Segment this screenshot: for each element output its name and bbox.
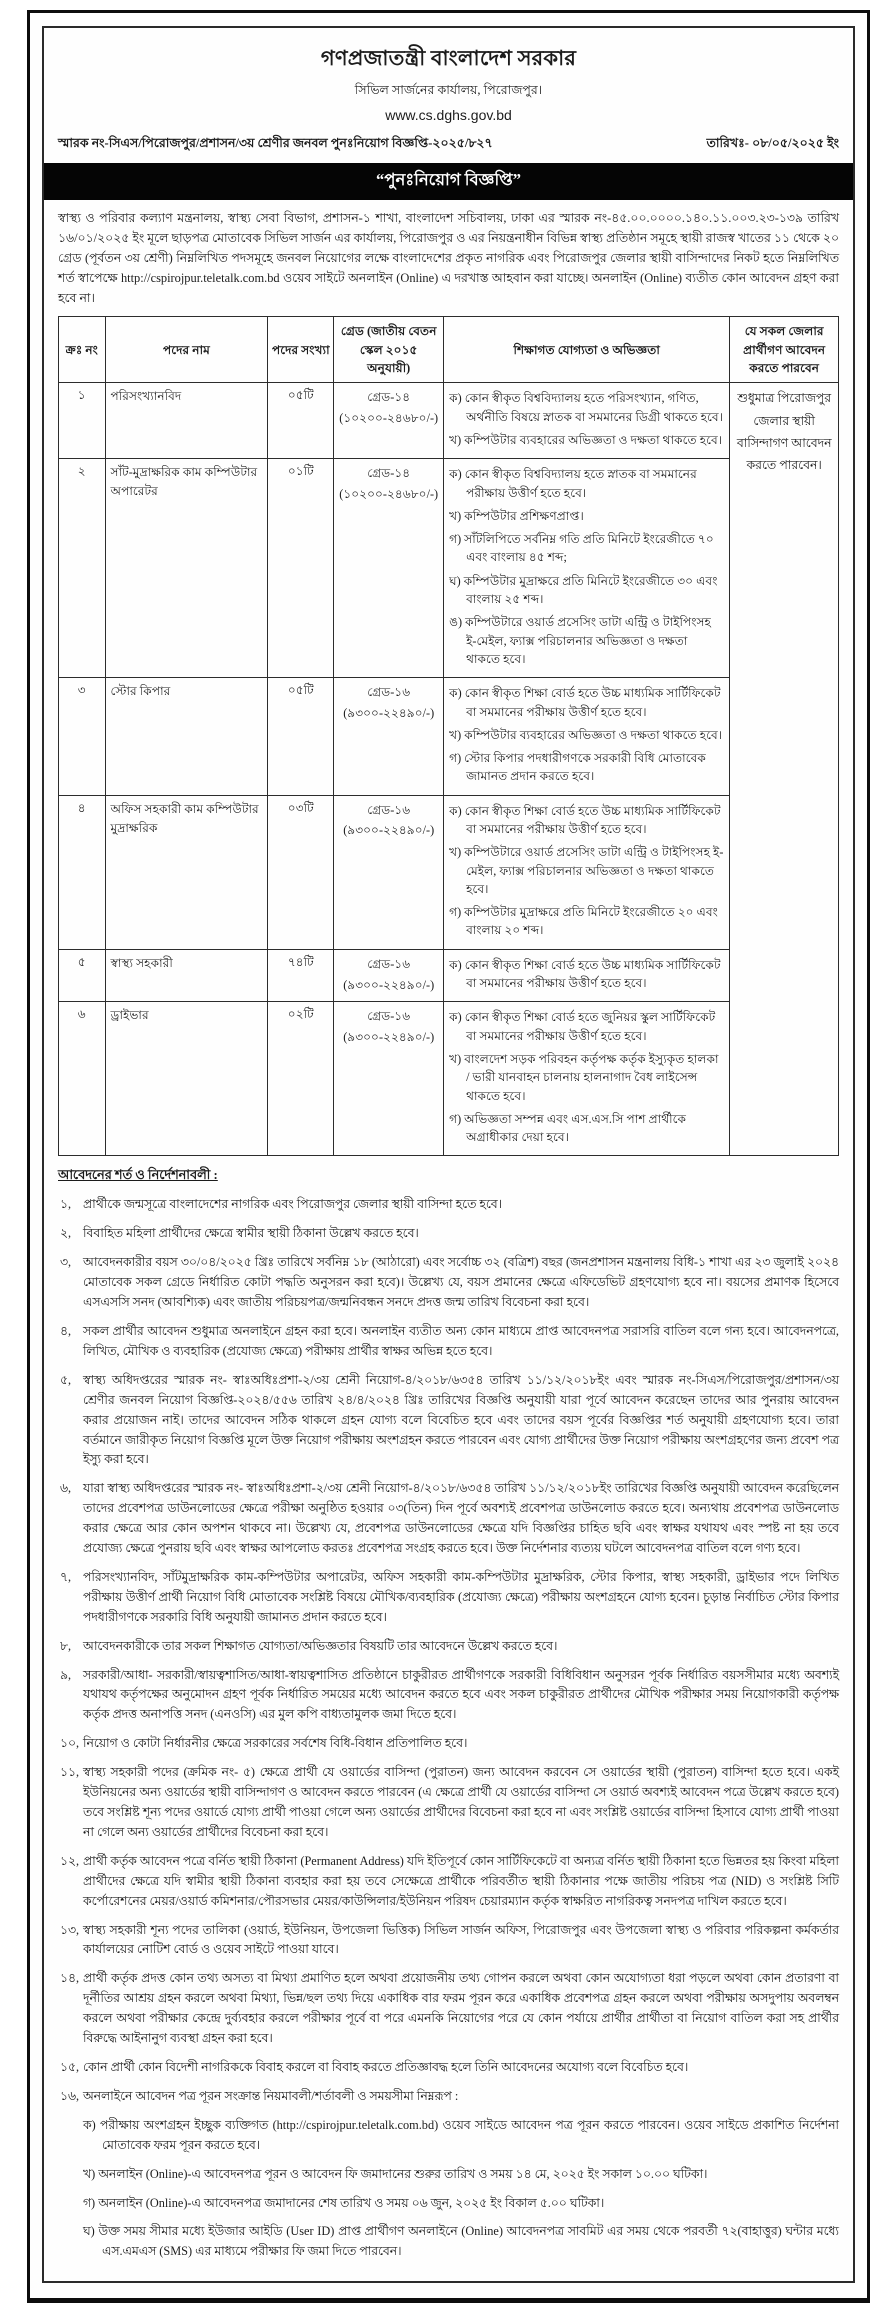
condition-number: ১৩, — [60, 1922, 80, 1937]
pay-scale: (৯৩০০-২২৪৯০/-) — [343, 705, 435, 720]
condition-number: ৩, — [60, 1255, 72, 1270]
post-qualifications — [444, 1002, 730, 1156]
header-qualification: শিক্ষাগত যোগ্যতা ও অভিজ্ঞতা — [444, 317, 730, 383]
condition-item — [58, 1921, 839, 1961]
post-serial: ৩ — [59, 678, 106, 795]
post-serial: ২ — [59, 459, 106, 678]
qualification-item: গ) সাঁটলিপিতে সর্বনিম্ন গতি প্রতি মিনিটে ইংরেজীতে ৭০ এবং বাংলায় ৪৫ শব্দ; — [449, 532, 714, 565]
condition-text: পরিসংখ্যানবিদ, সাঁটমুদ্রাক্ষরিক কাম-কম্পিউটার অপারেটর, অফিস সহকারী কাম-কম্পিউটার মুদ্রাক্ষরিক, স্টোর কিপার, স্বাস্থ্য সহকারী, ড্রাইভার পদে লিখিত পরীক্ষায় উত্তীর্ণ প্রার্থী নিয়োগ বিধি মোতাবেক সংশ্লিষ্ট বিষয়ে মৌখিক/ব্যবহারিক (প্রযোজ্য ক্ষেত্রে) পরীক্ষায় অংশগ্রহনে যোগ্য হবেন। চূড়ান্ত নির্বাচিত স্টোর কিপার পদধারীগণকে সরকারি বিধি অনুযায়ী জামানত প্রদান করতে হবে। — [83, 1569, 839, 1624]
condition-number: ১৫, — [60, 2059, 80, 2074]
condition-sub-item: গ) অনলাইন (Online)-এ আবেদনপত্র জমাদানের শেষ তারিখ ও সময় ০৬ জুন, ২০২৫ ইং বিকাল ৫.০০ ঘটিকা। — [83, 2195, 605, 2210]
post-count: ০৫টি — [268, 678, 334, 795]
qualification-item: খ) কম্পিউটার প্রশিক্ষণপ্রাপ্ত। — [449, 508, 584, 523]
condition-number: ১, — [60, 1197, 72, 1212]
condition-text: স্বাস্থ্য সহকারী পদের (ক্রমিক নং- ৫) ক্ষেত্রে প্রার্থী যে ওয়ার্ডের বাসিন্দা (পুরাতন) জন্য আবেদন করবেন সে ওয়ার্ডের স্থায়ী (পুরাতন) বাসিন্দা হতে হবে। একই ইউনিয়নের অন্য ওয়ার্ডের স্থায়ী বাসিন্দাগণ ও আবেদন করতে পারবেন (এ ক্ষেত্রে প্রার্থী যে ওয়ার্ডের বাসিন্দা সে ওয়ার্ড অবশ্যই আবেদন পত্রে উল্লেখ করতে হবে) তবে সংশ্লিষ্ট শূন্য পদের ওয়ার্ডে যোগ্য প্রার্থী পাওয়া গেলে অন্য ওয়ার্ডের প্রার্থীদের বিবেচনা করা হবে না এবং সংশ্লিষ্ট ওয়ার্ডের বাসিন্দা হিসাবে যোগ্য প্রার্থী পাওয়া না গেলে অন্য ওয়ার্ডের প্রার্থীদের বিবেচনা করা হবে। — [83, 1765, 839, 1839]
grade-label: গ্রেড-১৬ — [367, 956, 411, 971]
condition-item — [58, 1969, 839, 2049]
condition-text: স্বাস্থ্য সহকারী শূন্য পদের তালিকা (ওয়ার্ড, ইউনিয়ন, উপজেলা ভিত্তিক) সিভিল সার্জন অফিস, পিরোজপুর এবং উপজেলা স্বাস্থ্য ও পরিবার পরিকল্পনা কর্মকর্তার কার্যালয়ের নোটিশ বোর্ড ও ওয়েব সাইটে পাওয়া যাবে। — [83, 1922, 839, 1957]
post-name: পরিসংখ্যানবিদ — [105, 383, 268, 459]
condition-sub-item: ঘ) উক্ত সময় সীমার মধ্যে ইউজার আইডি (User ID) প্রাপ্ত প্রার্থীগণ অনলাইনে (Online) আবেদনপত্র সাবমিট এর সময় থেকে পরবর্তী ৭২(বাহাত্তুর) ঘন্টার মধ্যে এস.এমএস (SMS) এর মাধ্যমে পরীক্ষার ফি জমা দিতে পারবেন। — [83, 2224, 839, 2259]
district-eligibility-note: শুধুমাত্র পিরোজপুর জেলার স্থায়ী বাসিন্দাগণ আবেদন করতে পারবেন। — [730, 383, 839, 1156]
condition-number: ১৬, — [60, 2088, 80, 2103]
conditions-list — [58, 1195, 839, 2262]
condition-number: ১৪, — [60, 1971, 80, 1986]
post-grade — [334, 1002, 444, 1156]
qualification-item: ঘ) কম্পিউটার মুদ্রাক্ষরে প্রতি মিনিটে ইংরেজীতে ৩০ এবং বাংলায় ২৫ শব্দ। — [449, 573, 718, 607]
grade-label: গ্রেড-১৬ — [367, 685, 411, 700]
table-header-row — [59, 317, 839, 383]
post-name: স্টোর কিপার — [105, 678, 268, 795]
condition-text: যারা স্বাস্থ্য অধিদপ্তরের স্মারক নং- স্বাঃঅধিঃপ্রশা-২/৩য় শ্রেনী নিয়োগ-৪/২০১৮/৬৩৫৪ তারিখ ১১/১২/২০১৮ইং তারিখের বিজ্ঞপ্তি অনুযায়ী আবেদন করেছিলেন তাদের প্রবেশপত্র ডাউনলোডের ক্ষেত্রে পরীক্ষা অনুষ্ঠিত হওয়ার ০৩(তিন) দিন পূর্বে অবশ্যই প্রবেশপত্র ডাউনলোড করতে হবে। অন্যথায় প্রবেশপত্র ডাউনলোড করার ক্ষেত্রে আর কোন অপশন থাকবে না। উল্লেখ্য যে, প্রবেশপত্র ডাউনলোডের ক্ষেত্রে যদি বিজ্ঞপ্তির চাহিত ছবি এবং স্বাক্ষর যথাযথ এবং স্পষ্ট না হয় তবে প্রযোজ্য ক্ষেত্রে পুনরায় ছবি এবং স্বাক্ষর আপলোড করতঃ প্রবেশপত্র সংগ্রহ করতে হবে। উক্ত নির্দেশনার ব্যত্যয় ঘটলে আবেদনপত্র বাতিল বলে গণ্য হবে। — [83, 1481, 839, 1556]
grade-label: গ্রেড-১৪ — [367, 466, 411, 481]
grade-label: গ্রেড-১৪ — [367, 390, 411, 405]
qualification-item: খ) কম্পিউটারে ওয়ার্ড প্রসেসিং ডাটা এন্ট্রি ও টাইপিংসহ ই-মেইল, ফ্যাক্স পরিচালনার অভিজ্ঞতা ও দক্ষতা থাকতে হবে। — [449, 845, 724, 896]
qualification-item: খ) কম্পিউটার ব্যবহারের অভিজ্ঞতা ও দক্ষতা থাকতে হবে। — [449, 432, 723, 447]
pay-scale: (৯৩০০-২২৪৯০/-) — [343, 977, 435, 992]
condition-item — [58, 1637, 839, 1657]
condition-item — [58, 1322, 839, 1362]
pay-scale: (৯৩০০-২২৪৯০/-) — [343, 823, 435, 838]
qualification-item: গ) কম্পিউটার মুদ্রাক্ষরে প্রতি মিনিটে ইংরেজীতে ২০ এবং বাংলায় ২০ শব্দ। — [449, 905, 718, 938]
memo-number: স্মারক নং-সিএস/পিরোজপুর/প্রশাসন/৩য় শ্রেণীর জনবল পুনঃনিয়োগ বিজ্ঞপ্তি-২০২৫/৮২৭ — [58, 136, 493, 150]
qualification-item: খ) কম্পিউটার ব্যবহারের অভিজ্ঞতা ও দক্ষতা থাকতে হবে। — [449, 727, 723, 742]
post-count: ৭৪টি — [268, 949, 334, 1002]
pay-scale: (১০২০০-২৪৬৮০/-) — [339, 411, 439, 426]
post-count: ০৩টি — [268, 795, 334, 949]
condition-item — [58, 2058, 839, 2078]
post-qualifications — [444, 795, 730, 949]
post-row — [59, 1002, 839, 1156]
condition-item — [58, 1224, 839, 1244]
intro-paragraph: স্বাস্থ্য ও পরিবার কল্যাণ মন্ত্রনালয়, স্বাস্থ্য সেবা বিভাগ, প্রশাসন-১ শাখা, বাংলাদেশ সচিবালয়, ঢাকা এর স্মারক নং-৪৫.০০.০০০০.১৪০.১১.০০৩.২৩-১৩৯ তারিখ ১৬/০১/২০২৫ ইং মূলে ছাড়পত্র মোতাবেক সিভিল সার্জন এর কার্যালয়, পিরোজপুর ও এর নিয়ন্ত্রনাধীন বিভিন্ন স্বাস্থ্য প্রতিষ্ঠান সমূহে স্থায়ী রাজস্ব খাতের ১১ থেকে ২০ গ্রেড (পূর্বতন ৩য় শ্রেণী) নিম্নলিখিত পদসমূহে জনবল নিয়োগের লক্ষে বাংলাদেশের প্রকৃত নাগরিক এবং পিরোজপুর জেলার স্থায়ী বাসিন্দাদের নিকট হতে নিম্নলিখিত শর্ত স্বাপেক্ষে http://cspirojpur.teletalk.com.bd ওয়েব সাইটে অনলাইন (Online) এ দরখাস্ত আহবান করা যাচ্ছে। অনলাইন (Online) ব্যতীত কোন আবেদন গ্রহণ করা হবে না। — [58, 211, 839, 306]
document-frame — [27, 10, 870, 2303]
condition-text: সরকারী/আধা- সরকারী/স্বায়ত্বশাসিত/আধা-স্বায়ত্বশাসিত প্রতিষ্ঠানে চাকুরীরত প্রার্থীগণকে সরকারী বিধিবিধান অনুসরন পূর্বক নির্ধারিত বয়সসীমার মধ্যে অবশ্যই যথাযথ কর্তৃপক্ষের অনুমোদন গ্রহণ পূর্বক নির্ধারিত সময়ের মধ্যে আবেদন করতে হবে এবং সকল চাকুরীরত প্রার্থীদের মৌখিক পরীক্ষার সময় নিয়োগকারী কর্তৃপক্ষ কর্তৃক প্রদত্ত অনাপত্তি সনদ (এনওসি) এর মুল কপি বাধ্যতামুলক জমা দিতে হবে। — [83, 1667, 839, 1722]
post-name: সাঁট-মুদ্রাক্ষরিক কাম কম্পিউটার অপারেটর — [105, 459, 268, 678]
qualification-item: ঙ) কম্পিউটারে ওয়ার্ড প্রসেসিং ডাটা এন্ট্রি ও টাইপিংসহ ই-মেইল, ফ্যাক্স পরিচালনার অভিজ্ঞতা ও দক্ষতা থাকতে হবে। — [449, 615, 711, 666]
post-grade — [334, 678, 444, 795]
qualification-item: ক) কোন স্বীকৃত শিক্ষা বোর্ড হতে উচ্চ মাধ্যমিক সার্টিফিকেট বা সমমানের পরীক্ষায় উত্তীর্ণ হতে হবে। — [449, 957, 721, 991]
post-grade — [334, 383, 444, 459]
condition-item — [58, 1763, 839, 1843]
pay-scale: (৯৩০০-২২৪৯০/-) — [343, 1030, 435, 1045]
condition-item — [58, 1666, 839, 1726]
post-qualifications — [444, 678, 730, 795]
qualification-item: ক) কোন স্বীকৃত শিক্ষা বোর্ড হতে জুনিয়র স্কুল সার্টিফিকেট বা সমমানের পরীক্ষায় উত্তীর্ণ হতে হবে। — [449, 1010, 716, 1043]
qualification-item: ক) কোন স্বীকৃত শিক্ষা বোর্ড হতে উচ্চ মাধ্যমিক সার্টিফিকেট বা সমমানের পরীক্ষায় উত্তীর্ণ হতে হবে। — [449, 686, 721, 719]
post-serial: ৪ — [59, 795, 106, 949]
header-grade: গ্রেড (জাতীয় বেতন স্কেল ২০১৫ অনুযায়ী) — [334, 317, 444, 383]
qualification-item: খ) বাংলদেশ সড়ক পরিবহন কর্তৃপক্ষ কর্তৃক ইস্যুকৃত হালকা / ভারী যানবাহন চালনায় হালনাগাদ বৈধ লাইসেন্স থাকতে হবে। — [449, 1051, 719, 1103]
condition-number: ১০, — [60, 1736, 80, 1751]
qualification-item: ক) কোন স্বীকৃত বিশ্ববিদ্যালয় হতে স্নাতক বা সমমানের পরীক্ষায় উত্তীর্ণ হতে হবে। — [449, 467, 697, 500]
condition-item — [58, 1195, 839, 1215]
post-row — [59, 949, 839, 1002]
grade-label: গ্রেড-১৬ — [367, 802, 411, 817]
condition-item — [58, 1479, 839, 1559]
post-name: ড্রাইভার — [105, 1002, 268, 1156]
memo-date: তারিখঃ- ০৮/০৫/২০২৫ ইং — [706, 136, 839, 150]
government-title: গণপ্রজাতন্ত্রী বাংলাদেশ সরকার — [320, 46, 577, 70]
condition-text: অনলাইনে আবেদন পত্র পূরন সংক্রান্ত নিয়মাবলী/শর্তাবলী ও সময়সীমা নিম্নরূপ : — [83, 2088, 459, 2103]
condition-text: আবেদনকারীকে তার সকল শিক্ষাগত যোগ্যতা/অভিজ্ঞতার বিষয়টি তার আবেদনে উল্লেখ করতে হবে। — [83, 1638, 558, 1653]
condition-number: ২, — [60, 1226, 72, 1241]
condition-number: ৪, — [60, 1323, 72, 1338]
pay-scale: (১০২০০-২৪৬৮০/-) — [339, 486, 439, 501]
condition-text: সকল প্রার্থীর আবেদন শুধুমাত্র অনলাইনে গ্রহন করা হবে। অনলাইন ব্যতীত অন্য কোন মাধ্যমে প্রাপ্ত আবেদনপত্র সরাসরি বাতিল বলে গন্য হবে। আবেদনপত্রে, লিখিত, মৌখিক ও ব্যবহারিক (প্রযোজ্য ক্ষেত্রে) পরীক্ষায় প্রার্থীর স্বাক্ষর অভিন্ন হতে হবে। — [83, 1323, 839, 1358]
condition-number: ৫, — [60, 1372, 72, 1387]
condition-number: ১২, — [60, 1853, 80, 1868]
document-header — [58, 42, 839, 123]
post-grade — [334, 795, 444, 949]
post-row — [59, 678, 839, 795]
conditions-heading: আবেদনের শর্ত ও নির্দেশনাবলী : — [58, 1168, 218, 1183]
condition-item — [58, 1371, 839, 1471]
post-name: অফিস সহকারী কাম কম্পিউটার মুদ্রাক্ষরিক — [105, 795, 268, 949]
post-grade — [334, 949, 444, 1002]
post-serial: ৫ — [59, 949, 106, 1002]
header-district: যে সকল জেলার প্রার্থীগণ আবেদন করতে পারবেন — [730, 317, 839, 383]
condition-text: কোন প্রার্থী কোন বিদেশী নাগরিককে বিবাহ করলে বা বিবাহ করতে প্রতিজ্ঞাবদ্ধ হলে তিনি আবেদনের অযোগ্য বলে বিবেচিত হবে। — [83, 2059, 689, 2074]
header-post-count: পদের সংখ্যা — [268, 317, 334, 383]
post-count: ০১টি — [268, 459, 334, 678]
header-serial: ক্রঃ নং — [59, 317, 106, 383]
qualification-item: ক) কোন স্বীকৃত শিক্ষা বোর্ড হতে উচ্চ মাধ্যমিক সার্টিফিকেট বা সমমানের পরীক্ষায় উত্তীর্ণ হতে হবে। — [449, 803, 721, 836]
condition-text: প্রার্থীকে জন্মসূত্রে বাংলাদেশের নাগরিক এবং পিরোজপুর জেলার স্থায়ী বাসিন্দা হতে হবে। — [83, 1197, 503, 1212]
memo-row — [58, 135, 839, 155]
office-name: সিভিল সার্জনের কার্যালয়, পিরোজপুর। — [354, 83, 543, 97]
condition-number: ৮, — [60, 1638, 72, 1653]
condition-item — [58, 1852, 839, 1912]
post-qualifications — [444, 949, 730, 1002]
qualification-item: ক) কোন স্বীকৃত বিশ্ববিদ্যালয় হতে পরিসংখ্যান, গণিত, অর্থনীতি বিষয়ে স্নাতক বা সমমানের ডিগ্রী থাকতে হবে। — [449, 391, 724, 424]
post-count: ০৫টি — [268, 383, 334, 459]
condition-text: প্রার্থী কর্তৃক আবেদন পত্রে বর্নিত স্থায়ী ঠিকানা (Permanent Address) যদি ইতিপূর্বে কোন সার্টিফিকেটে বা অন্যত্র বর্নিত স্থায়ী ঠিকানা হতে ভিন্নতর হয় কিংবা মহিলা প্রার্থীদের ক্ষেত্রে যদি স্বামীর স্থায়ী ঠিকানা ব্যবহার করা হয় তবে সেক্ষেত্রে প্রার্থীকে পরিবর্তীত স্থায়ী ঠিকানার পক্ষে জাতীয় পরিচয় পত্র (NID) ও সংশ্লিষ্ট সিটি কর্পোরেশনের মেয়র/ওয়ার্ড কমিশনার/পৌরসভার মেয়র/কাউন্সিলার/ইউনিয়ন পরিষদ চেয়ারম্যান কর্তৃক স্বাক্ষরিত নাগরিকত্ব সনদপত্র দাখিল করতে হবে। — [83, 1853, 839, 1908]
notice-title-banner: “পুনঃনিয়োগ বিজ্ঞপ্তি” — [44, 163, 853, 200]
post-qualifications — [444, 383, 730, 459]
post-row — [59, 459, 839, 678]
document-inner-frame — [42, 26, 855, 2283]
post-qualifications — [444, 459, 730, 678]
condition-text: নিয়োগ ও কোটা নির্ধারনীর ক্ষেত্রে সরকারের সর্বশেষ বিধি-বিধান প্রতিপালিত হবে। — [83, 1736, 468, 1751]
condition-sub-item: ক) পরীক্ষায় অংশগ্রহন ইচ্ছুক ব্যক্তিগত (http://cspirojpur.teletalk.com.bd) ওয়েব সাইডে আবেদন পত্র পূরন করতে পারবেন। ওয়েব সাইডে প্রকাশিত নির্দেশনা মোতাবেক ফরম পূরন করতে হবে। — [83, 2117, 839, 2152]
condition-sub-item: খ) অনলাইন (Online)-এ আবেদনপত্র পূরন ও আবেদন ফি জমাদানের শুরুর তারিখ ও সময় ১৪ মে, ২০২৫ ইং সকাল ১০.০০ ঘটিকা। — [83, 2166, 708, 2181]
condition-item — [58, 2087, 839, 2107]
condition-item — [58, 1253, 839, 1313]
condition-text: আবেদনকারীর বয়স ৩০/০৪/২০২৫ খ্রিঃ তারিখে সর্বনিম্ন ১৮ (আঠারো) এবং সর্বোচ্চ ৩২ (বত্রিশ) বছর (জনপ্রশাসন মন্ত্রনালয় বিধি-১ শাখা এর ২৩ জুলাই ২০২৪ মোতাবেক সকল গ্রেডে নির্ধারিত কোটা পদ্ধতি অনুসরন করা হবে)। উল্লেখ্য যে, বয়স প্রমানের ক্ষেত্রে এফিডেভিট গ্রহণযোগ্য হবে না। বয়সের প্রমাণক হিসেবে এসএসসি সনদ (আবশ্যিক) এবং জাতীয় পরিচয়পত্র/জন্মনিবন্ধন সনদে প্রদত্ত জন্ম তারিখ বিবেচনা করা হবে। — [83, 1255, 839, 1310]
condition-number: ৭, — [60, 1569, 72, 1584]
post-row — [59, 383, 839, 459]
condition-number: ৬, — [60, 1481, 72, 1496]
condition-text: বিবাহিত মহিলা প্রার্থীদের ক্ষেত্রে স্বামীর স্থায়ী ঠিকানা উল্লেখ করতে হবে। — [83, 1226, 419, 1241]
condition-text: স্বাস্থ্য অধিদপ্তরের স্মারক নং- স্বাঃঅধিঃপ্রশা-২/৩য় শ্রেনী নিয়োগ-৪/২০১৮/৬৩৫৪ তারিখ ১১/১২/২০১৮ইং এবং স্মারক নং-সিএস/পিরোজপুর/প্রশাসন/৩য় শ্রেণীর জনবল নিয়োগ বিজ্ঞপ্তি-২০২৪/৫৫৬ তারিখ ২৪/৪/২০২৪ খ্রিঃ তারিখের বিজ্ঞপ্তি অনুযায়ী যারা পূর্বে আবেদন করেছেন তাদের আর পুনরায় আবেদন করার প্রয়োজন নাই। তাদের আবেদন সঠিক থাকলে গ্রহন যোগ্য বলে বিবেচিত হবে এবং তাদের বয়স পূর্বের বিজ্ঞপ্তির শর্ত অনুযায়ী গ্রহণযোগ্য হবে। তারা বর্তমানে জারীকৃত নিয়োগ বিজ্ঞপ্তি মূলে উক্ত নিয়োগ পরীক্ষায় অংশগ্রহন করতে পারবেন এবং যোগ্য প্রার্থীদের উক্ত নিয়োগ পরীক্ষায় অংশগ্রহণের জন্য প্রবেশ পত্র ইস্যু করা হবে। — [83, 1372, 839, 1467]
grade-label: গ্রেড-১৬ — [367, 1009, 411, 1024]
post-serial: ৬ — [59, 1002, 106, 1156]
condition-item — [58, 1568, 839, 1628]
post-grade — [334, 459, 444, 678]
condition-item — [58, 1734, 839, 1754]
post-count: ০২টি — [268, 1002, 334, 1156]
post-row — [59, 795, 839, 949]
posts-table — [58, 316, 839, 1156]
post-serial: ১ — [59, 383, 106, 459]
condition-text: প্রার্থী কর্তৃক প্রদত্ত কোন তথ্য অসত্য বা মিথ্যা প্রমাণিত হলে অথবা প্রয়োজনীয় তথ্য গোপন করলে অথবা কোন অযোগ্যতা ধরা পড়লে অথবা কোন প্রতারণা বা দূর্নীতির আশ্রয় গ্রহন করলে অথবা মিথ্যা, ভিন্ন/ছল তথ্য দিয়ে একাধিক বার ফরম পূরন করে একাধিক প্রবেশপত্র গ্রহন করলে অথবা পরীক্ষায় অসদুপায় অবলম্বন করলে অথবা পরীক্ষার কেন্দ্রে দুর্ব্যবহার করলে পরীক্ষার পূর্বে বা পরে এমনকি নিয়োগের পরে যে কোন পর্যায়ে প্রার্থীর প্রার্থীতা বা নিয়োগ বাতিল করা সহ প্রার্থীর বিরুদ্ধে আইনানুগ ব্যবস্থা গ্রহন করা হবে। — [83, 1971, 839, 2046]
condition-number: ৯, — [60, 1667, 72, 1682]
website-url: www.cs.dghs.gov.bd — [385, 107, 512, 123]
qualification-item: গ) অভিজ্ঞতা সম্পন্ন এবং এস.এস.সি পাশ প্রার্থীকে অগ্রাধীকার দেয়া হবে। — [449, 1111, 687, 1145]
post-name: স্বাস্থ্য সহকারী — [105, 949, 268, 1002]
header-post-name: পদের নাম — [105, 317, 268, 383]
condition-number: ১১, — [60, 1765, 80, 1780]
qualification-item: গ) স্টোর কিপার পদধারীগণকে সরকারী বিধি মোতাবেক জামানত প্রদান করতে হবে। — [449, 751, 706, 784]
